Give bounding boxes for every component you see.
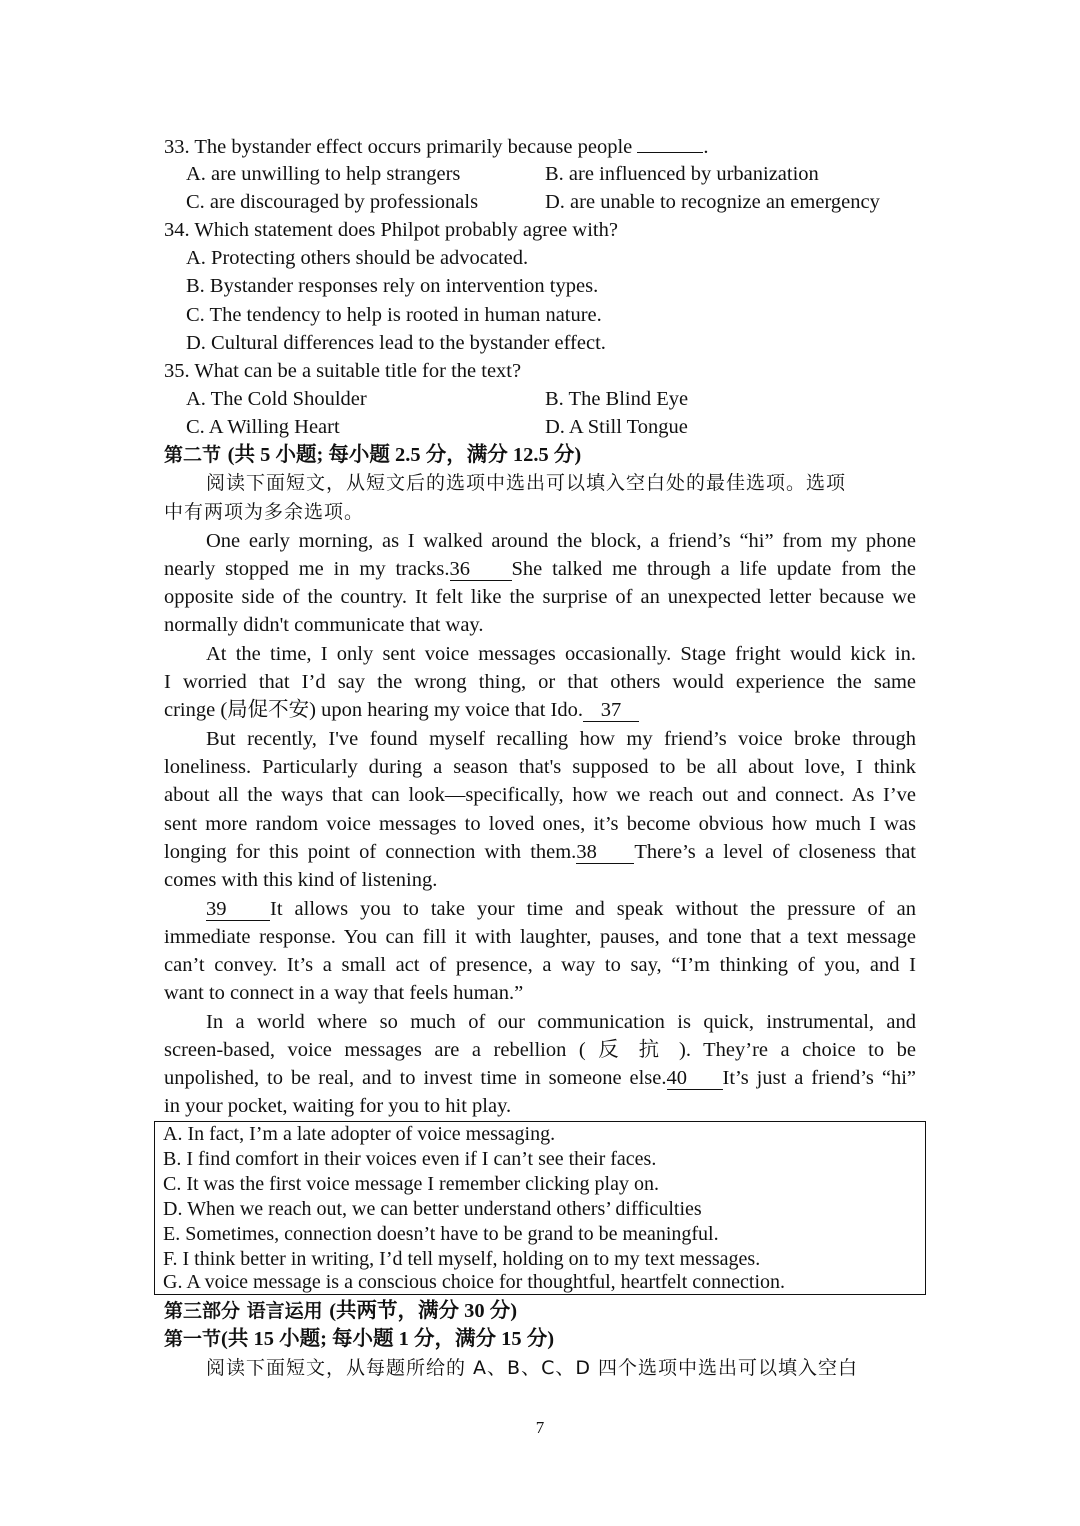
section2-instructions-line2: 中有两项为多余选项。 <box>164 501 365 523</box>
p3-line: longing for this point of connection with them.38 There’s a level of closeness that <box>164 841 916 863</box>
choice-b: B. I find comfort in their voices even if I can’t see their faces. <box>163 1148 657 1170</box>
choice-e: E. Sometimes, connection doesn’t have to be grand to be meaningful. <box>163 1223 719 1245</box>
p4-line: can’t convey. It’s a small act of presence, a way to say, “I’m thinking of you, and I <box>164 954 916 976</box>
section2-heading: 第二节 (共 5 小题; 每小题 2.5 分，满分 12.5 分) <box>164 444 582 466</box>
section2-instructions-line1: 阅读下面短文，从短文后的选项中选出可以填入空白处的最佳选项。选项 <box>206 472 847 494</box>
p1-line: normally didn't communicate that way. <box>164 614 484 636</box>
choice-c: C. It was the first voice message I remember clicking play on. <box>163 1173 659 1195</box>
q33-option-d: D. are unable to recognize an emergency <box>545 191 880 213</box>
choice-g: G. A voice message is a conscious choice for thoughtful, heartfelt connection. <box>163 1271 786 1293</box>
p4-line: immediate response. You can fill it with laughter, pauses, and tone that a text message <box>164 926 916 948</box>
p2-line: At the time, I only sent voice messages occasionally. Stage fright would kick in. <box>206 643 916 665</box>
p1-line: nearly stopped me in my tracks.36 She talked me through a life update from the <box>164 558 916 580</box>
q33-option-a: A. are unwilling to help strangers <box>186 163 461 185</box>
part3-section1-heading: 第一节(共 15 小题; 每小题 1 分，满分 15 分) <box>164 1328 555 1350</box>
part3-instructions-line1: 阅读下面短文，从每题所给的 A、B、C、D 四个选项中选出可以填入空白 <box>206 1357 859 1379</box>
blank-36: 36 <box>450 558 512 581</box>
q35-option-a: A. The Cold Shoulder <box>186 388 367 410</box>
p3-line: comes with this kind of listening. <box>164 869 438 891</box>
q35-option-c: C. A Willing Heart <box>186 416 340 438</box>
q33-option-c: C. are discouraged by professionals <box>186 191 479 213</box>
question-34-stem: 34. Which statement does Philpot probably agree with? <box>164 219 618 241</box>
question-33-stem: 33. The bystander effect occurs primarily because people . <box>164 132 916 160</box>
p2-line: I worried that I’d say the wrong thing, or that others would experience the same <box>164 671 916 693</box>
p5-line: screen-based, voice messages are a rebellion ( 反 抗 ). They’re a choice to be <box>164 1039 916 1061</box>
p3-line: sent more random voice messages to loved ones, it’s become obvious how much I was <box>164 813 916 835</box>
p3-line: about all the ways that can look—specifically, how we reach out and connect. As I’ve <box>164 784 916 806</box>
p3-line: loneliness. Particularly during a season that's supposed to be all about love, I think <box>164 756 916 778</box>
blank-38: 38 <box>576 841 634 864</box>
q34-option-c: C. The tendency to help is rooted in human nature. <box>186 304 602 326</box>
p5-line: in your pocket, waiting for you to hit play. <box>164 1095 512 1117</box>
q35-option-d: D. A Still Tongue <box>545 416 688 438</box>
q33-option-b: B. are influenced by urbanization <box>545 163 819 185</box>
p5-line: In a world where so much of our communication is quick, instrumental, and <box>206 1011 916 1033</box>
q35-option-b: B. The Blind Eye <box>545 388 689 410</box>
p4-line: 39 It allows you to take your time and speak without the pressure of an <box>206 898 916 920</box>
choice-a: A. In fact, I’m a late adopter of voice messaging. <box>163 1123 556 1145</box>
choice-f: F. I think better in writing, I’d tell myself, holding on to my text messages. <box>163 1248 761 1270</box>
page-number: 7 <box>535 1418 545 1437</box>
q34-option-a: A. Protecting others should be advocated. <box>186 247 529 269</box>
choice-d: D. When we reach out, we can better understand others’ difficulties <box>163 1198 702 1220</box>
blank-37: 37 <box>583 699 639 722</box>
q34-option-b: B. Bystander responses rely on intervention types. <box>186 275 599 297</box>
p5-line: unpolished, to be real, and to invest time in someone else.40 It’s just a friend’s “hi” <box>164 1067 916 1089</box>
p2-line: cringe (局促不安) upon hearing my voice that Ido. 37 <box>164 696 916 724</box>
part3-heading: 第三部分 语言运用 (共两节，满分 30 分) <box>164 1300 518 1322</box>
blank-40: 40 <box>667 1067 723 1090</box>
q34-option-d: D. Cultural differences lead to the bystander effect. <box>186 332 606 354</box>
question-35-stem: 35. What can be a suitable title for the text? <box>164 360 522 382</box>
blank-39: 39 <box>206 898 270 921</box>
p3-line: But recently, I've found myself recalling how my friend’s voice broke through <box>206 728 916 750</box>
p1-line: One early morning, as I walked around the block, a friend’s “hi” from my phone <box>206 530 916 552</box>
p1-line: opposite side of the country. It felt like the surprise of an unexpected letter because we <box>164 586 916 608</box>
choices-box <box>154 1121 926 1295</box>
p4-line: want to connect in a way that feels human.” <box>164 982 524 1004</box>
answer-blank <box>637 132 703 153</box>
